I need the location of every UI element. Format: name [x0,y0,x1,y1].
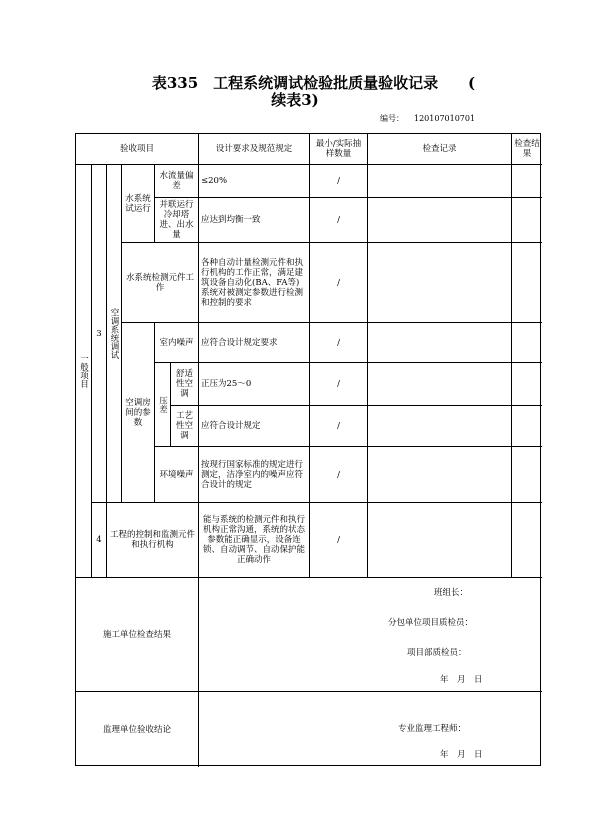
code-label: 编号： [380,114,404,123]
supervision-sign-area[interactable] [198,691,542,767]
row-name: 水流量偏差 [154,164,198,197]
row-record[interactable] [367,322,511,362]
row-record[interactable] [367,197,511,242]
row-result[interactable] [511,405,542,446]
header-item: 验收项目 [119,144,154,154]
item-number-3: 3 [91,164,106,502]
header-result: 检查结果 [511,134,542,164]
row-result[interactable] [511,446,542,502]
date-1: 年 月 日 [440,675,483,685]
row-sample: / [309,197,367,242]
title-paren: ( [468,74,476,92]
row-sample: / [309,405,367,446]
row-record[interactable] [367,164,511,197]
row-name: 水系统检测元件工作 [121,242,198,322]
date-2: 年 月 日 [440,750,483,760]
header-design: 设计要求及规范规定 [198,134,309,164]
inspection-table [75,133,541,766]
row-result[interactable] [511,164,542,197]
row-record[interactable] [367,242,511,322]
code-value: 120107010701 [414,114,476,123]
construction-unit-label: 施工单位检查结果 [76,577,198,691]
header-record: 检查记录 [367,134,511,164]
row-design: 应达到均衡一致 [198,197,309,242]
general-items-label: 一般项目 [76,164,91,577]
row-sample: / [309,322,367,362]
row-design: 应符合设计规定要求 [198,322,309,362]
document-title [0,75,590,109]
row-name: 室内噪声 [154,322,198,362]
hvac-debug-label: 空调系统调试 [106,164,121,502]
row-design: 各种自动计量检测元件和执行机构的工作正常，满足建筑设备自动化(BA、FA等)系统对被测定参数进行检测和控制的要求 [198,242,309,322]
construction-sign-area[interactable] [198,577,542,691]
row-sample: / [309,502,367,577]
row-name: 工艺性空调 [170,405,198,446]
water-system-run-label: 水系统试运行 [121,164,154,242]
supervision-unit-label: 监理单位验收结论 [76,691,198,767]
item-number-4: 4 [91,502,106,577]
title-line1: 表335 工程系统调试检验批质量验收记录 [151,74,439,92]
row-sample: / [309,362,367,405]
header-sample: 最小/实际抽样数量 [309,134,367,164]
sub-inspector-label: 分包单位项目质检员： [388,618,474,628]
row-record[interactable] [367,446,511,502]
row-sample: / [309,242,367,322]
supervisor-label: 专业监理工程师： [398,724,467,734]
row-name: 并联运行冷却塔进、出水量 [154,197,198,242]
row-result[interactable] [511,322,542,362]
row-name: 舒适性空调 [170,362,198,405]
row-record[interactable] [367,502,511,577]
air-room-params-label: 空调房间的参数 [121,322,154,502]
project-inspector-label: 项目部质检员： [407,648,467,658]
title-line2: 续表3) [271,91,319,109]
pressure-diff-label: 压差 [154,362,170,446]
row-design: 按现行国家标准的规定进行测定，洁净室内的噪声应符合设计的规定 [198,446,309,502]
row-design: ≤20% [198,164,309,197]
row-sample: / [309,446,367,502]
row-name: 环境噪声 [154,446,198,502]
row-name: 工程的控制和监测元件和执行机构 [106,502,198,577]
row-result[interactable] [511,502,542,577]
row-design: 能与系统的检测元件和执行机构正常沟通，系统的状态参数能正确显示，设备连锁、自动调节、自动保护能正确动作 [198,502,309,577]
code-row [380,113,485,124]
row-result[interactable] [511,242,542,322]
row-sample: / [309,164,367,197]
row-design: 应符合设计规定 [198,405,309,446]
row-result[interactable] [511,362,542,405]
row-record[interactable] [367,405,511,446]
row-design: 正压为25～0 [198,362,309,405]
row-result[interactable] [511,197,542,242]
row-record[interactable] [367,362,511,405]
team-leader-label: 班组长： [434,588,469,598]
